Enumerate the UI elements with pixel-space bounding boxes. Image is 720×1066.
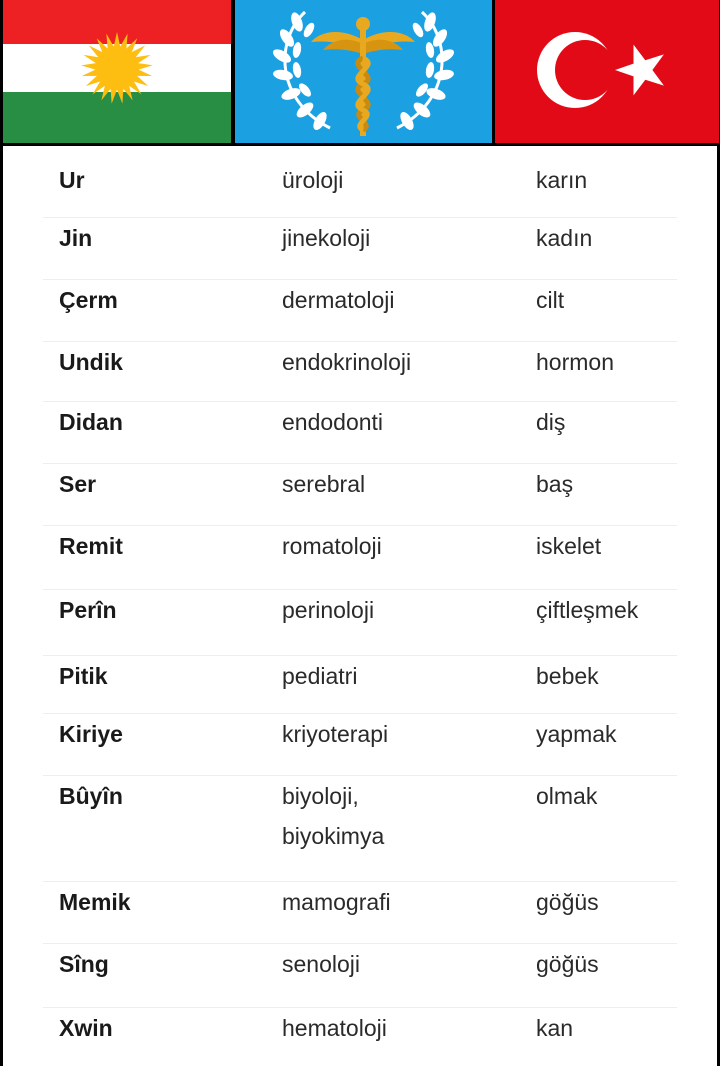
table-row bbox=[3, 280, 717, 342]
turkish-word: çiftleşmek bbox=[536, 597, 639, 623]
medical-term: romatoloji bbox=[282, 533, 382, 559]
medical-term: mamografi bbox=[282, 889, 391, 915]
kurdistan-flag-icon bbox=[3, 0, 231, 143]
turkish-word: diş bbox=[536, 409, 566, 435]
table-row bbox=[3, 882, 717, 944]
medical-term: serebral bbox=[282, 471, 366, 497]
kurdish-word: Remit bbox=[59, 533, 123, 559]
kurdish-word: Perîn bbox=[59, 597, 117, 623]
medical-caduceus-laurel-icon bbox=[235, 0, 492, 143]
kurdish-word: Didan bbox=[59, 409, 123, 435]
medical-term: dermatoloji bbox=[282, 287, 395, 313]
medical-term: pediatri bbox=[282, 663, 358, 689]
kurdish-word: Sîng bbox=[59, 951, 109, 977]
table-row bbox=[3, 776, 717, 882]
kurdish-word: Çerm bbox=[59, 287, 118, 313]
table-row bbox=[3, 526, 717, 590]
kurdish-word: Pitik bbox=[59, 663, 108, 689]
vocabulary-table bbox=[3, 146, 717, 1066]
turkish-word: karın bbox=[536, 167, 588, 193]
kurdish-word: Bûyîn bbox=[59, 783, 123, 809]
table-row bbox=[3, 590, 717, 656]
kurdish-word: Kiriye bbox=[59, 721, 123, 747]
medical-term: biyoloji, bbox=[282, 783, 359, 809]
medical-term: hematoloji bbox=[282, 1015, 387, 1041]
table-row bbox=[3, 342, 717, 402]
turkish-word: göğüs bbox=[536, 889, 599, 915]
turkish-word: kan bbox=[536, 1015, 574, 1041]
medical-term: endokrinoloji bbox=[282, 349, 412, 375]
kurdish-word: Jin bbox=[59, 225, 93, 251]
turkish-word: cilt bbox=[536, 287, 565, 313]
kurdish-word: Xwin bbox=[59, 1015, 113, 1041]
kurdish-word: Ur bbox=[59, 167, 85, 193]
table-row bbox=[3, 402, 717, 464]
medical-term: endodonti bbox=[282, 409, 384, 435]
kurdish-word: Ser bbox=[59, 471, 97, 497]
turkish-word: bebek bbox=[536, 663, 599, 689]
table-row bbox=[3, 714, 717, 776]
medical-term: perinoloji bbox=[282, 597, 375, 623]
kurdish-word: Undik bbox=[59, 349, 123, 375]
table-row bbox=[3, 1008, 717, 1066]
flag-banner bbox=[0, 0, 720, 146]
turkish-word: baş bbox=[536, 471, 574, 497]
turkish-word: yapmak bbox=[536, 721, 617, 747]
turkish-word: kadın bbox=[536, 225, 593, 251]
medical-term: senoloji bbox=[282, 951, 360, 977]
turkish-word: iskelet bbox=[536, 533, 602, 559]
medical-term-line2: biyokimya bbox=[282, 823, 385, 849]
table-row bbox=[3, 464, 717, 526]
turkish-word: göğüs bbox=[536, 951, 599, 977]
turkish-word: olmak bbox=[536, 783, 598, 809]
medical-term: üroloji bbox=[282, 167, 344, 193]
medical-term: kriyoterapi bbox=[282, 721, 389, 747]
table-row bbox=[3, 656, 717, 714]
turkish-word: hormon bbox=[536, 349, 614, 375]
table-row bbox=[3, 218, 717, 280]
kurdish-word: Memik bbox=[59, 889, 131, 915]
table-row bbox=[3, 944, 717, 1008]
turkey-flag-icon bbox=[495, 0, 719, 143]
table-row bbox=[3, 160, 717, 218]
medical-term: jinekoloji bbox=[282, 225, 371, 251]
